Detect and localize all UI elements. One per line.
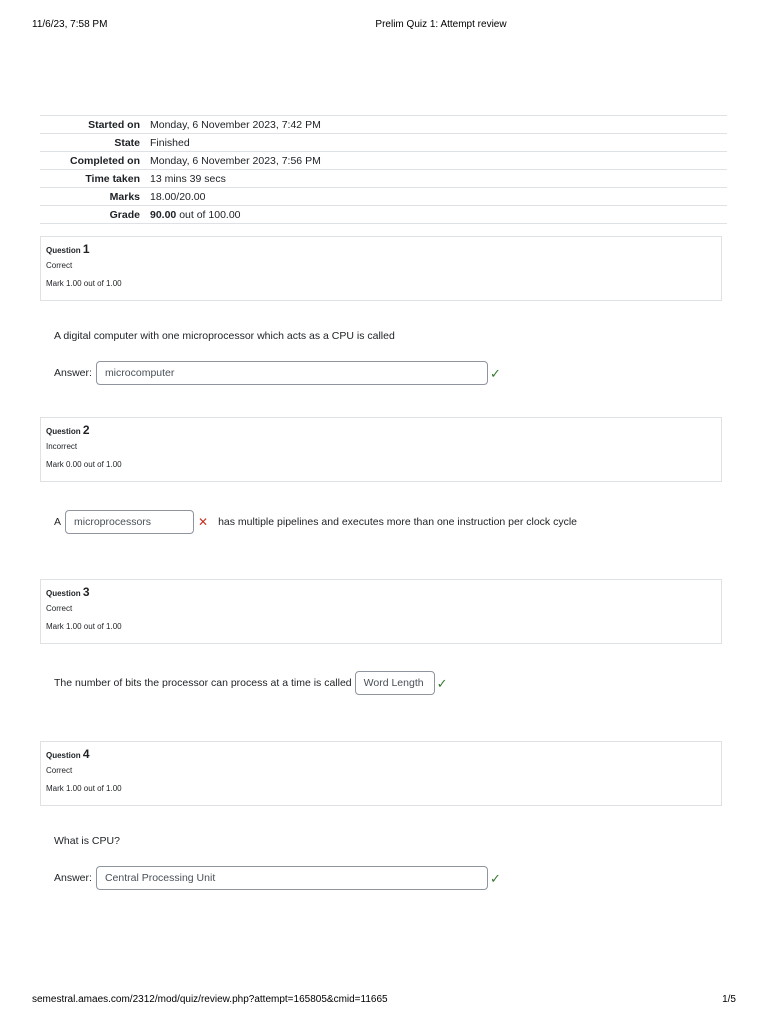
summary-row-started-on <box>40 116 727 134</box>
question-1-text: A digital computer with one microprocessor which acts as a CPU is called <box>54 330 395 342</box>
question-number <box>46 423 721 437</box>
question-num: 2 <box>82 423 90 437</box>
summary-label: State <box>114 136 140 149</box>
question-4-answer-field[interactable]: Central Processing Unit <box>96 866 488 890</box>
question-state: Incorrect <box>46 442 78 451</box>
print-footer <box>32 994 736 1008</box>
page-url: semestral.amaes.com/2312/mod/quiz/review.php?attempt=165805&cmid=11665 <box>32 994 388 1005</box>
summary-row-time-taken <box>40 170 727 188</box>
summary-value: Monday, 6 November 2023, 7:42 PM <box>150 118 321 131</box>
summary-label: Time taken <box>85 172 140 185</box>
grade-out-of: out of 100.00 <box>176 208 241 221</box>
summary-label: Started on <box>88 118 140 131</box>
summary-value: Monday, 6 November 2023, 7:56 PM <box>150 154 321 167</box>
check-icon: ✓ <box>436 675 448 691</box>
answer-label: Answer: <box>54 367 92 379</box>
question-number <box>46 585 721 599</box>
question-mark: Mark 0.00 out of 1.00 <box>46 460 122 469</box>
check-icon: ✓ <box>489 870 501 886</box>
question-1-answer-field[interactable]: microcomputer <box>96 361 488 385</box>
summary-label: Marks <box>109 190 140 203</box>
question-mark: Mark 1.00 out of 1.00 <box>46 622 122 631</box>
question-3-answer-field[interactable]: Word Length <box>355 671 435 695</box>
question-state: Correct <box>46 604 73 613</box>
question-2-answer-row <box>54 510 577 534</box>
question-num: 1 <box>82 242 90 256</box>
question-4-info <box>40 741 722 806</box>
summary-row-grade <box>40 206 727 224</box>
grade-score: 90.00 <box>150 208 177 221</box>
answer-label: Answer: <box>54 872 92 884</box>
page-number: 1/5 <box>722 994 736 1005</box>
question-3-info <box>40 579 722 644</box>
question-number <box>46 242 721 256</box>
question-4-text: What is CPU? <box>54 835 120 847</box>
print-page-title: Prelim Quiz 1: Attempt review <box>375 19 507 30</box>
question-prefix: Question <box>46 246 83 255</box>
question-prefix: Question <box>46 751 83 760</box>
question-prefix: Question <box>46 589 83 598</box>
question-mark: Mark 1.00 out of 1.00 <box>46 784 122 793</box>
question-state: Correct <box>46 261 73 270</box>
question-2-text-before: A <box>54 516 62 528</box>
summary-value: Finished <box>150 136 190 149</box>
summary-row-marks <box>40 188 727 206</box>
question-prefix: Question <box>46 427 83 436</box>
summary-row-state <box>40 134 727 152</box>
summary-value: 13 mins 39 secs <box>150 172 226 185</box>
summary-value: 18.00/20.00 <box>150 190 206 203</box>
print-datetime: 11/6/23, 7:58 PM <box>32 19 108 30</box>
question-2-text-after: has multiple pipelines and executes more than one instruction per clock cycle <box>218 516 578 528</box>
question-number <box>46 747 721 761</box>
summary-label: Grade <box>109 208 140 221</box>
question-3-text-before: The number of bits the processor can process at a time is called <box>54 677 352 689</box>
summary-label: Completed on <box>70 154 140 167</box>
question-3-answer-row <box>54 671 448 695</box>
question-4-answer-row <box>54 866 501 890</box>
summary-value <box>150 206 727 224</box>
question-num: 4 <box>82 747 90 761</box>
summary-row-completed-on <box>40 152 727 170</box>
question-2-answer-field[interactable]: microprocessors <box>65 510 194 534</box>
question-2-info <box>40 417 722 482</box>
print-header <box>32 19 736 33</box>
question-state: Correct <box>46 766 73 775</box>
question-num: 3 <box>82 585 90 599</box>
question-mark: Mark 1.00 out of 1.00 <box>46 279 122 288</box>
cross-icon: ✕ <box>198 515 209 529</box>
question-1-info <box>40 236 722 301</box>
check-icon: ✓ <box>489 365 501 381</box>
question-1-answer-row <box>54 361 501 385</box>
attempt-summary-table <box>40 115 727 224</box>
